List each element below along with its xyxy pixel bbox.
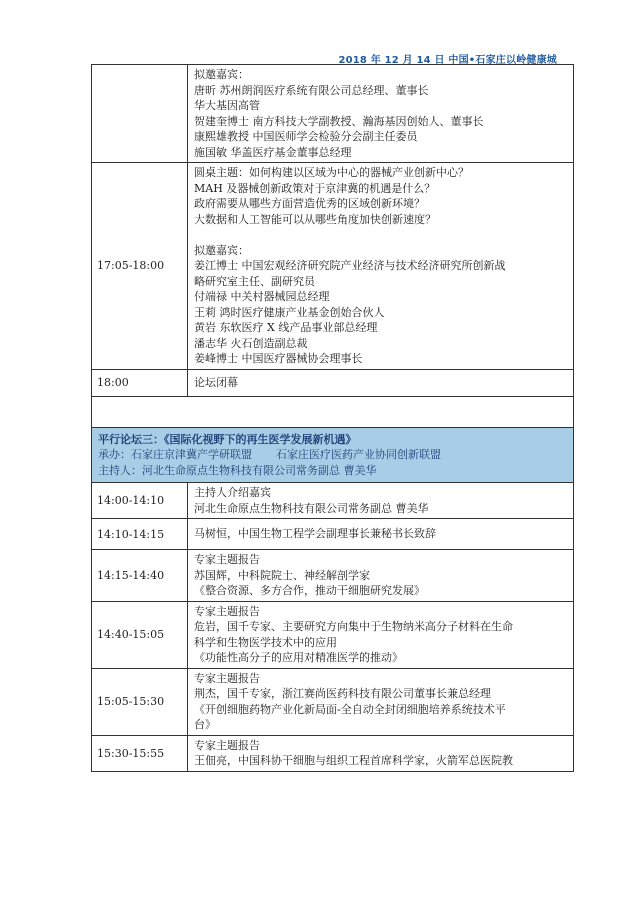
row-content	[188, 483, 573, 518]
text-line: 贺建奎博士 南方科技大学副教授、瀚海基因创始人、董事长	[194, 114, 484, 128]
text-line: 主持人介绍嘉宾	[194, 486, 271, 499]
table-row	[92, 549, 573, 601]
time-cell: 17:05-18:00	[92, 163, 188, 369]
text-line: 专家主题报告	[194, 604, 260, 618]
row-content	[188, 65, 573, 162]
spacer	[194, 227, 567, 243]
table-row	[92, 369, 573, 396]
row-content	[188, 602, 573, 668]
text-line: 姜江博士 中国宏观经济研究院产业经济与技术经济研究所创新战	[194, 259, 506, 272]
text-line: 《整合资源、多方合作，推动干细胞研究发展》	[194, 584, 425, 597]
row-content	[188, 370, 573, 396]
text-line: 华大基因高管	[194, 99, 260, 112]
text-line: 拟邀嘉宾：	[194, 68, 249, 81]
row-content	[188, 669, 573, 735]
text-line: 大数据和人工智能可以从哪些角度加快创新速度？	[194, 212, 436, 226]
text-line: 唐昕 苏州朗润医疗系统有限公司总经理、董事长	[194, 83, 429, 97]
organizer-2: 石家庄医疗医药产业协同创新联盟	[276, 448, 441, 461]
table-row	[92, 518, 573, 549]
agenda-table	[91, 64, 574, 772]
text-line: MAH 及器械创新政策对于京津冀的机遇是什么？	[194, 181, 436, 195]
text-line: 政府需要从哪些方面营造优秀的区域创新环境？	[194, 197, 425, 210]
page-header-date-location: 2018 年 12 月 14 日 中国•石家庄以岭健康城	[338, 55, 557, 66]
text-line: 圆桌主题：如何构建以区域为中心的器械产业创新中心？	[194, 166, 469, 179]
forum-organizers	[98, 447, 567, 463]
time-cell: 18:00	[92, 370, 188, 396]
table-row	[92, 601, 573, 668]
text-line: 黄岩 东软医疗 X 线产品事业部总经理	[194, 321, 378, 334]
row-content	[188, 736, 573, 771]
time-cell: 14:10-14:15	[92, 519, 188, 549]
text-line: 拟邀嘉宾：	[194, 243, 249, 257]
text-line: 施国敏 华盖医疗基金董事总经理	[194, 145, 352, 159]
row-content	[188, 519, 573, 549]
text-line: 科学和生物医学技术中的应用	[194, 635, 337, 649]
text-line: 专家主题报告	[194, 738, 260, 752]
table-row	[92, 735, 573, 771]
text-line: 专家主题报告	[194, 553, 260, 566]
table-row	[92, 668, 573, 735]
text-line: 台》	[194, 718, 216, 731]
text-line: 潘志华 火石创造副总裁	[194, 336, 308, 350]
text-line: 苏国辉，中科院院士、神经解剖学家	[194, 568, 370, 582]
time-cell	[92, 65, 188, 162]
time-cell: 14:00-14:10	[92, 483, 188, 518]
table-row	[92, 162, 573, 369]
text-line: 王莉 鸿时医疗健康产业基金创始合伙人	[194, 305, 385, 319]
text-line: 王佃亮，中国科协干细胞与组织工程首席科学家，火箭军总医院教	[194, 754, 513, 767]
text-line: 论坛闭幕	[194, 375, 238, 389]
row-content	[188, 550, 573, 601]
text-line: 康熙雄教授 中国医师学会检验分会副主任委员	[194, 130, 418, 143]
text-line: 姜峰博士 中国医疗器械协会理事长	[194, 352, 363, 365]
table-row	[92, 482, 573, 518]
time-cell: 14:15-14:40	[92, 550, 188, 601]
table-row	[92, 65, 573, 162]
text-line: 略研究室主任、副研究员	[194, 274, 315, 288]
text-line: 《功能性高分子的应用对精准医学的推动》	[194, 651, 403, 664]
organizer-1: 承办：石家庄京津冀产学研联盟	[98, 448, 252, 461]
time-cell: 14:40-15:05	[92, 602, 188, 668]
time-cell: 15:05-15:30	[92, 669, 188, 735]
text-line: 专家主题报告	[194, 671, 260, 685]
text-line: 危岩，国千专家、主要研究方向集中于生物纳米高分子材料在生命	[194, 620, 513, 633]
row-content	[188, 163, 573, 369]
text-line: 马树恒，中国生物工程学会副理事长兼秘书长致辞	[194, 527, 436, 541]
text-line: 河北生命原点生物科技有限公司常务副总 曹美华	[194, 501, 429, 515]
forum-host: 主持人：河北生命原点生物科技有限公司常务副总 曹美华	[98, 463, 377, 477]
forum-title: 平行论坛三：《国际化视野下的再生医学发展新机遇》	[98, 432, 357, 446]
forum-header	[92, 427, 573, 483]
text-line: 荆杰，国千专家，浙江赛尚医药科技有限公司董事长兼总经理	[194, 687, 491, 700]
empty-row	[92, 396, 573, 427]
time-cell: 15:30-15:55	[92, 736, 188, 771]
text-line: 付端禄 中关村器械园总经理	[194, 290, 330, 303]
text-line: 《开创细胞药物产业化新局面-全自动全封闭细胞培养系统技术平	[194, 702, 506, 716]
